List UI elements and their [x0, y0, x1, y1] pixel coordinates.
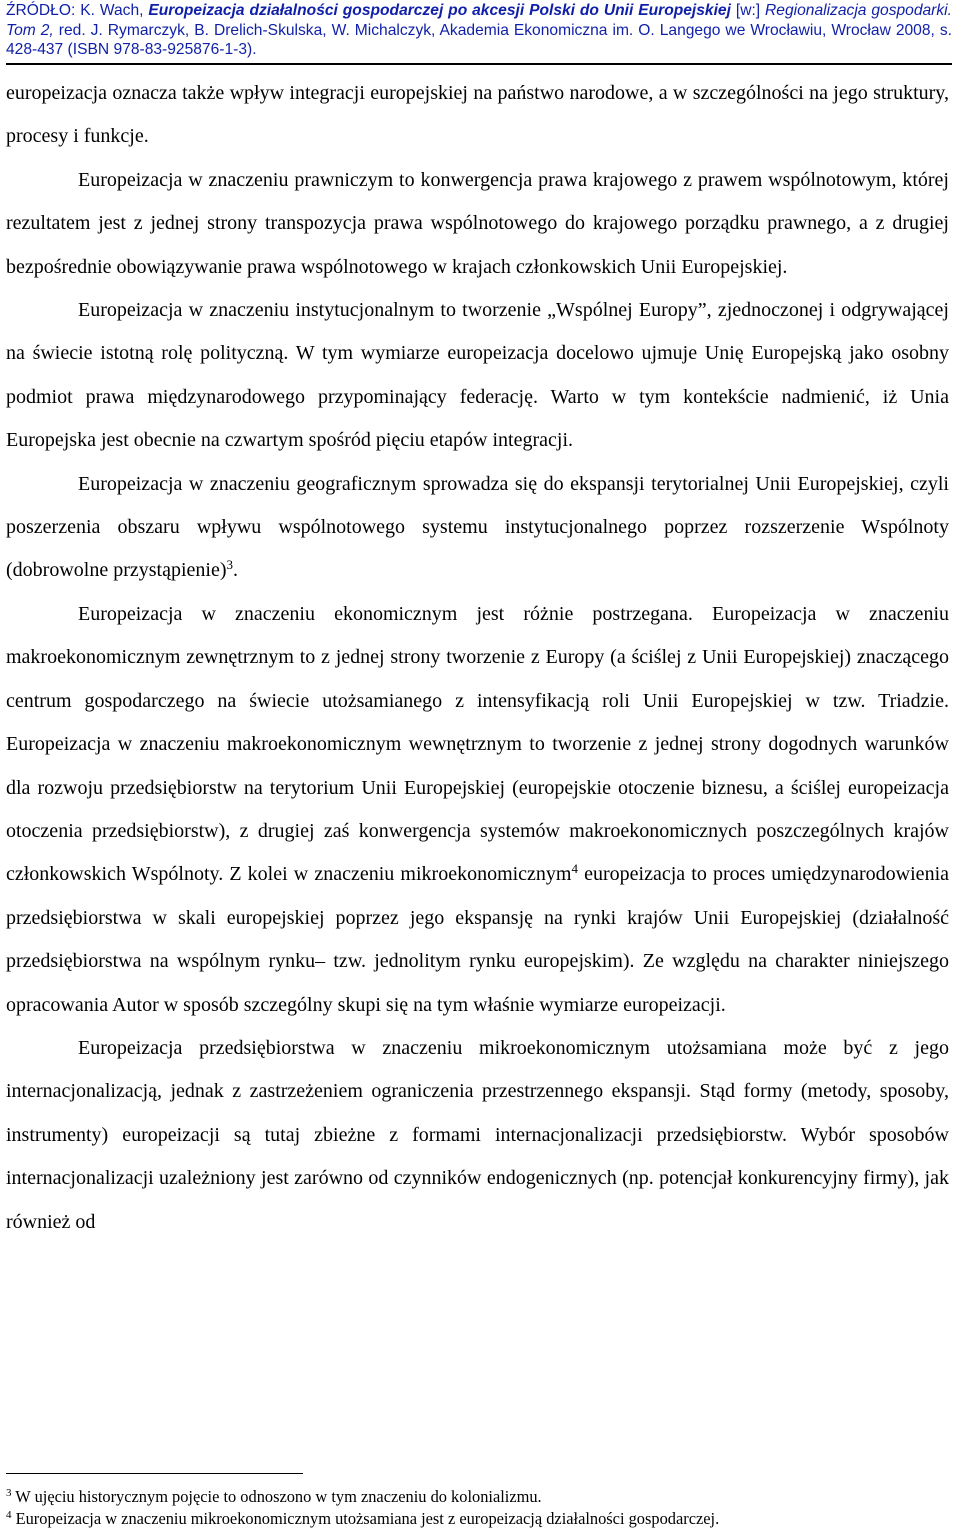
footnote-3: [6, 1486, 952, 1508]
citation-in: [w:]: [735, 2, 761, 19]
paragraph-geographic: [6, 463, 949, 593]
footnotes: [6, 1486, 952, 1530]
paragraph-continuation: europeizacja oznacza także wpływ integracji europejskiej na państwo narodowe, a w szczególności na jego struktury, procesy i funkcje.: [6, 82, 949, 148]
paragraph-economic-text-b: europeizacja to proces umiędzynarodowienia przedsiębiorstwa w skali europejskiej poprzez jego ekspansję na rynki krajów Unii Europejskiej (działalność przedsiębiorstwa na wspólnym rynku– tzw. jednolitym rynku europejskim). Ze względu na charakter niniejszego opracowania Autor w sposób szczególny skupi się na tym właśnie wymiarze europeizacji.: [6, 863, 949, 1016]
paragraph-legal: Europeizacja w znaczeniu prawniczym to konwergencja prawa krajowego z prawem wspólnotowym, której rezultatem jest z jednej strony transpozycja prawa wspólnotowego do krajowego porządku prawnego, a z drugiej bezpośrednie obowiązywanie prawa wspólnotowego w krajach członkowskich Unii Europejskiej.: [6, 168, 949, 278]
document-body: [6, 72, 949, 1244]
paragraph-economic-text-a: Europeizacja w znaczeniu ekonomicznym jest różnie postrzegana. Europeizacja w znaczeniu makroekonomicznym zewnętrznym to z jednej strony tworzenie z Europy (a ściślej z Unii Europejskiej) znaczącego centrum gospodarczego na świecie utożsamianego z intensyfikacją roli Unii Europejskiej w tzw. Triadzie. Europeizacja w znaczeniu makroekonomicznym wewnętrznym to tworzenie z jednej strony dogodnych warunków dla rozwoju przedsiębiorstw na terytorium Unii Europejskiej (europejskie otoczenie biznesu, a ściślej europeizacja otoczenia przedsiębiorstw), z drugiej zaś konwergencja systemów makroekonomicznych poszczególnych krajów członkowskich Wspólnoty. Z kolei w znaczeniu mikroekonomicznym: [6, 602, 949, 886]
citation-book-title: Regionalizacja gospodarki. Tom 2,: [6, 2, 952, 39]
citation-title: Europeizacja działalności gospodarczej po akcesji Polski do Unii Europejskiej: [148, 2, 731, 19]
citation-author: K. Wach,: [80, 2, 144, 19]
footnote-divider: [6, 1473, 303, 1474]
paragraph-enterprise: Europeizacja przedsiębiorstwa w znaczeniu mikroekonomicznym utożsamiana może być z jego internacjonalizacją, jednak z zastrzeżeniem ograniczenia przestrzennego ekspansji. Stąd formy (metody, sposoby, instrumenty) europeizacji są tutaj zbieżne z formami internacjonalizacji przedsiębiorstw. Wybór sposobów internacjonalizacji uzależniony jest zarówno od czynników endogenicznych (np. potencjał konkurencyjny firmy), jak również od: [6, 1036, 949, 1233]
footnote-number-3: 3: [6, 1487, 12, 1499]
footnote-ref-3[interactable]: 3: [226, 557, 233, 573]
source-citation-header: [6, 1, 952, 65]
footnote-ref-4[interactable]: 4: [571, 861, 578, 877]
footnote-4: [6, 1508, 952, 1530]
paragraph-geographic-text: Europeizacja w znaczeniu geograficznym sprowadza się do ekspansji terytorialnej Unii Europejskiej, czyli poszerzenia obszaru wpływu wspólnotowego systemu instytucjonalnego poprzez rozszerzenie Wspólnoty (dobrowolne przystąpienie): [6, 472, 949, 582]
citation-editors: red. J. Rymarczyk, B. Drelich-Skulska, W. Michalczyk, Akademia Ekonomiczna im. O. Langego we Wrocławiu, Wrocław 2008, s. 428-437 (ISBN 978-83-925876-1-3).: [6, 21, 952, 58]
paragraph-economic: [6, 593, 949, 1027]
footnote-text-3: W ujęciu historycznym pojęcie to odnoszono w tym znaczeniu do kolonializmu.: [11, 1487, 542, 1506]
source-label: ŹRÓDŁO:: [6, 2, 76, 19]
paragraph-geographic-end: .: [232, 559, 238, 582]
footnote-number-4: 4: [6, 1509, 12, 1521]
footnote-text-4: Europeizacja w znaczeniu mikroekonomicznym utożsamiana jest z europeizacją działalności gospodarczej.: [11, 1509, 720, 1528]
paragraph-institutional: Europeizacja w znaczeniu instytucjonalnym to tworzenie „Wspólnej Europy”, zjednoczonej i odgrywającej na świecie istotną rolę polityczną. W tym wymiarze europeizacja docelowo ujmuje Unię Europejską jako osobny podmiot prawa międzynarodowego przypominający federację. Warto w tym kontekście nadmienić, iż Unia Europejska jest obecnie na czwartym spośród pięciu etapów integracji.: [6, 299, 949, 452]
